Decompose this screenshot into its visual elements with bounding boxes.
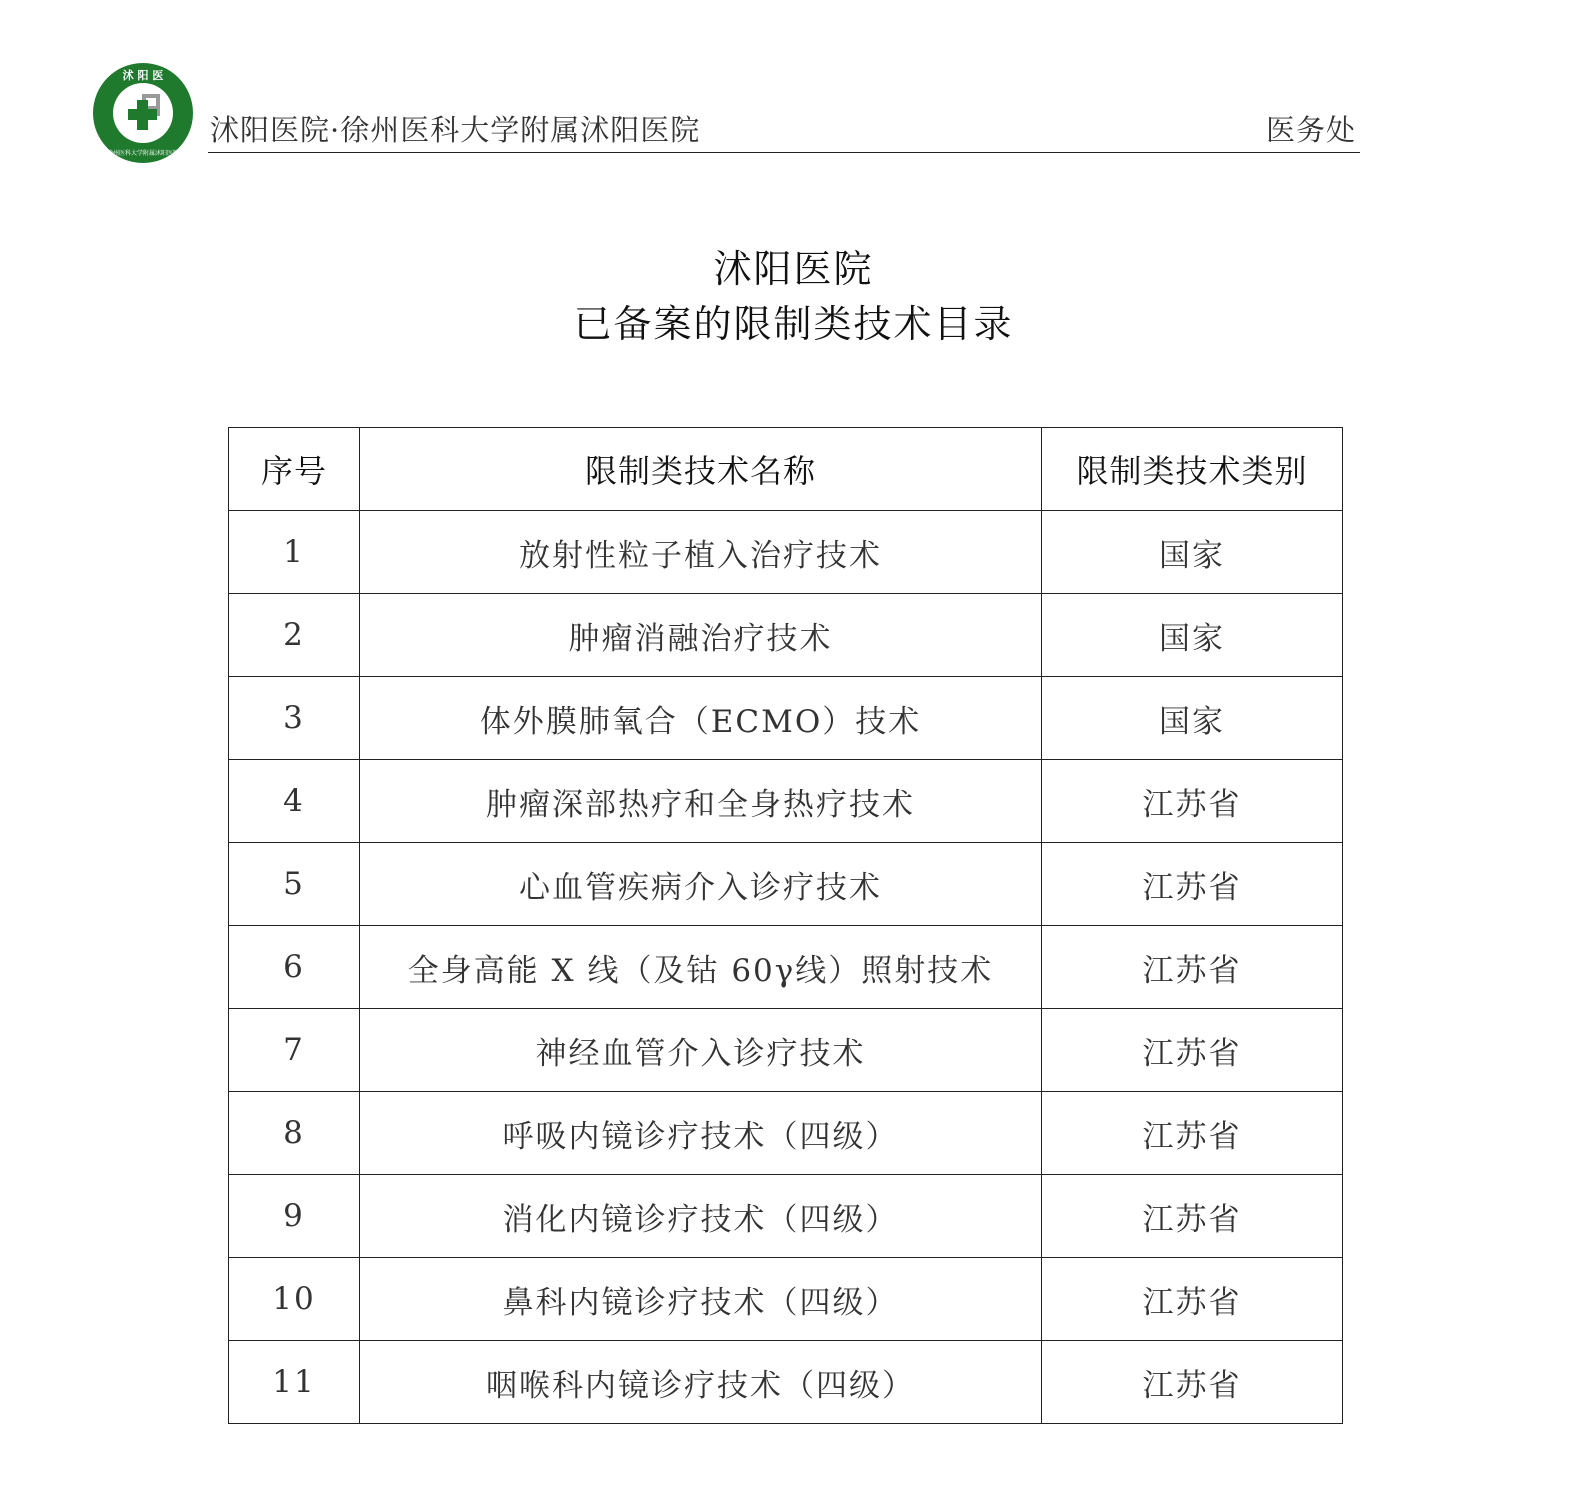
cell-no: 4 [229, 760, 360, 843]
restricted-tech-table [228, 427, 1343, 1424]
hospital-emblem-icon [92, 62, 194, 164]
cell-name: 鼻科内镜诊疗技术（四级） [360, 1258, 1042, 1341]
header-hospital-name: 沭阳医院·徐州医科大学附属沭阳医院 [210, 113, 701, 147]
cell-no: 7 [229, 1009, 360, 1092]
svg-text:徐州医科大学附属沭阳医院: 徐州医科大学附属沭阳医院 [106, 150, 180, 157]
cell-no: 10 [229, 1258, 360, 1341]
cell-category: 江苏省 [1042, 1258, 1343, 1341]
cell-name: 神经血管介入诊疗技术 [360, 1009, 1042, 1092]
table-row [229, 760, 1343, 843]
cell-category: 国家 [1042, 677, 1343, 760]
column-header-no: 序号 [229, 428, 360, 511]
table-row [229, 843, 1343, 926]
cell-no: 11 [229, 1341, 360, 1424]
table-row [229, 1175, 1343, 1258]
cell-no: 1 [229, 511, 360, 594]
table-row [229, 926, 1343, 1009]
svg-text:沭 阳 医: 沭 阳 医 [122, 69, 164, 82]
header-divider [208, 152, 1360, 153]
cell-category: 江苏省 [1042, 1092, 1343, 1175]
cell-name: 消化内镜诊疗技术（四级） [360, 1175, 1042, 1258]
cell-no: 6 [229, 926, 360, 1009]
table-header-row [229, 428, 1343, 511]
table-row [229, 1009, 1343, 1092]
cell-category: 江苏省 [1042, 1009, 1343, 1092]
cell-no: 3 [229, 677, 360, 760]
table-row [229, 677, 1343, 760]
cell-category: 国家 [1042, 594, 1343, 677]
cell-no: 8 [229, 1092, 360, 1175]
cell-category: 江苏省 [1042, 843, 1343, 926]
cell-category: 江苏省 [1042, 926, 1343, 1009]
table-row [229, 1092, 1343, 1175]
column-header-category: 限制类技术类别 [1042, 428, 1343, 511]
hospital-logo [92, 62, 194, 164]
header-department: 医务处 [1266, 113, 1357, 147]
cell-name: 放射性粒子植入治疗技术 [360, 511, 1042, 594]
table-row [229, 594, 1343, 677]
table-row [229, 1258, 1343, 1341]
cell-name: 呼吸内镜诊疗技术（四级） [360, 1092, 1042, 1175]
cell-category: 江苏省 [1042, 760, 1343, 843]
cell-no: 5 [229, 843, 360, 926]
cell-category: 国家 [1042, 511, 1343, 594]
cell-no: 2 [229, 594, 360, 677]
page-title-hospital: 沭阳医院 [713, 247, 874, 291]
cell-name: 咽喉科内镜诊疗技术（四级） [360, 1341, 1042, 1424]
table-row [229, 511, 1343, 594]
cell-name: 肿瘤消融治疗技术 [360, 594, 1042, 677]
table-row [229, 1341, 1343, 1424]
cell-no: 9 [229, 1175, 360, 1258]
cell-category: 江苏省 [1042, 1341, 1343, 1424]
cell-name: 心血管疾病介入诊疗技术 [360, 843, 1042, 926]
page-title-catalog: 已备案的限制类技术目录 [573, 302, 1014, 346]
cell-name: 肿瘤深部热疗和全身热疗技术 [360, 760, 1042, 843]
cell-name: 体外膜肺氧合（ECMO）技术 [360, 677, 1042, 760]
cell-name: 全身高能 X 线（及钴 60γ线）照射技术 [360, 926, 1042, 1009]
column-header-name: 限制类技术名称 [360, 428, 1042, 511]
cell-category: 江苏省 [1042, 1175, 1343, 1258]
